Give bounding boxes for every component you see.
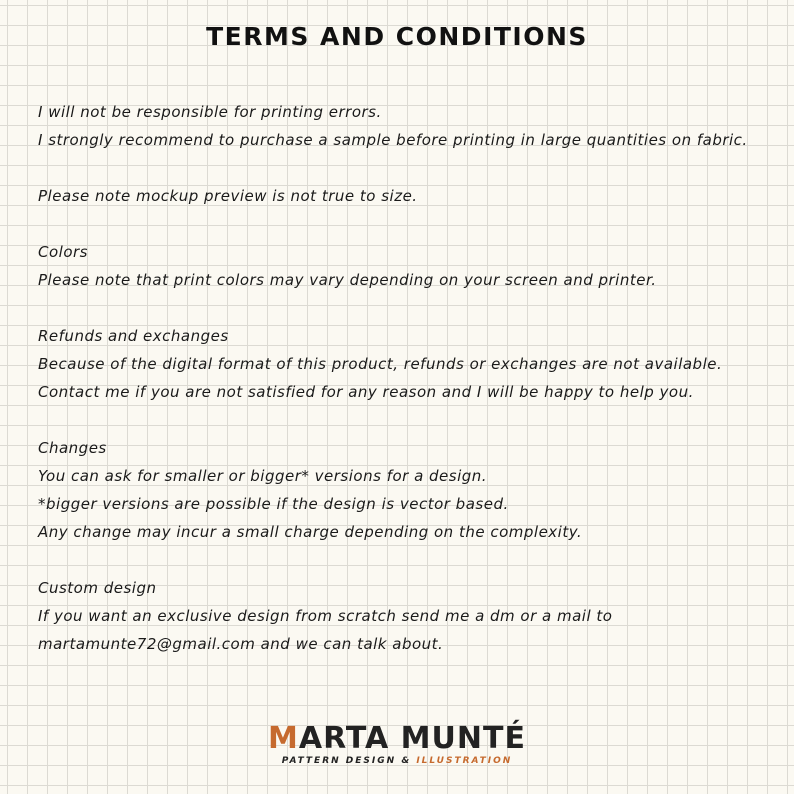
section-colors: [38, 238, 790, 294]
text-line: *bigger versions are possible if the design is vector based.: [38, 495, 509, 513]
text-line: Any change may incur a small charge depending on the complexity.: [38, 523, 583, 541]
section-custom-design: [38, 574, 790, 658]
section-mockup: [38, 182, 790, 210]
text-line: If you want an exclusive design from scratch send me a dm or a mail to: [38, 607, 613, 625]
section-refunds: [38, 322, 790, 406]
section-heading: Colors: [38, 243, 88, 261]
tagline-ampersand: &: [401, 756, 412, 766]
logo-first-letter: M: [268, 721, 299, 756]
text-line: Please note that print colors may vary depending on your screen and printer.: [38, 271, 657, 289]
section-heading: Refunds and exchanges: [38, 327, 229, 345]
section-changes: [38, 434, 790, 546]
tagline-part2: ILLUSTRATION: [416, 756, 513, 766]
logo-name: [0, 722, 794, 756]
text-line: I will not be responsible for printing errors.: [38, 103, 382, 121]
email-text: martamunte72@gmail.com and we can talk about.: [38, 635, 444, 653]
logo-name-rest: ARTA MUNTÉ: [298, 721, 526, 756]
page-title: TERMS AND CONDITIONS: [206, 22, 588, 51]
tagline-part1: PATTERN DESIGN: [281, 756, 397, 766]
section-heading: Custom design: [38, 579, 157, 597]
section-heading: Changes: [38, 439, 107, 457]
text-line: Because of the digital format of this product, refunds or exchanges are not available.: [38, 355, 723, 373]
terms-content: [38, 98, 790, 686]
brand-logo: [0, 722, 794, 766]
section-printing-errors: [38, 98, 790, 154]
logo-tagline: [0, 756, 794, 766]
text-line: Please note mockup preview is not true to size.: [38, 187, 418, 205]
text-line: I strongly recommend to purchase a sample before printing in large quantities on fabric.: [38, 131, 748, 149]
text-line: You can ask for smaller or bigger* versions for a design.: [38, 467, 488, 485]
text-line: Contact me if you are not satisfied for any reason and I will be happy to help you.: [38, 383, 694, 401]
